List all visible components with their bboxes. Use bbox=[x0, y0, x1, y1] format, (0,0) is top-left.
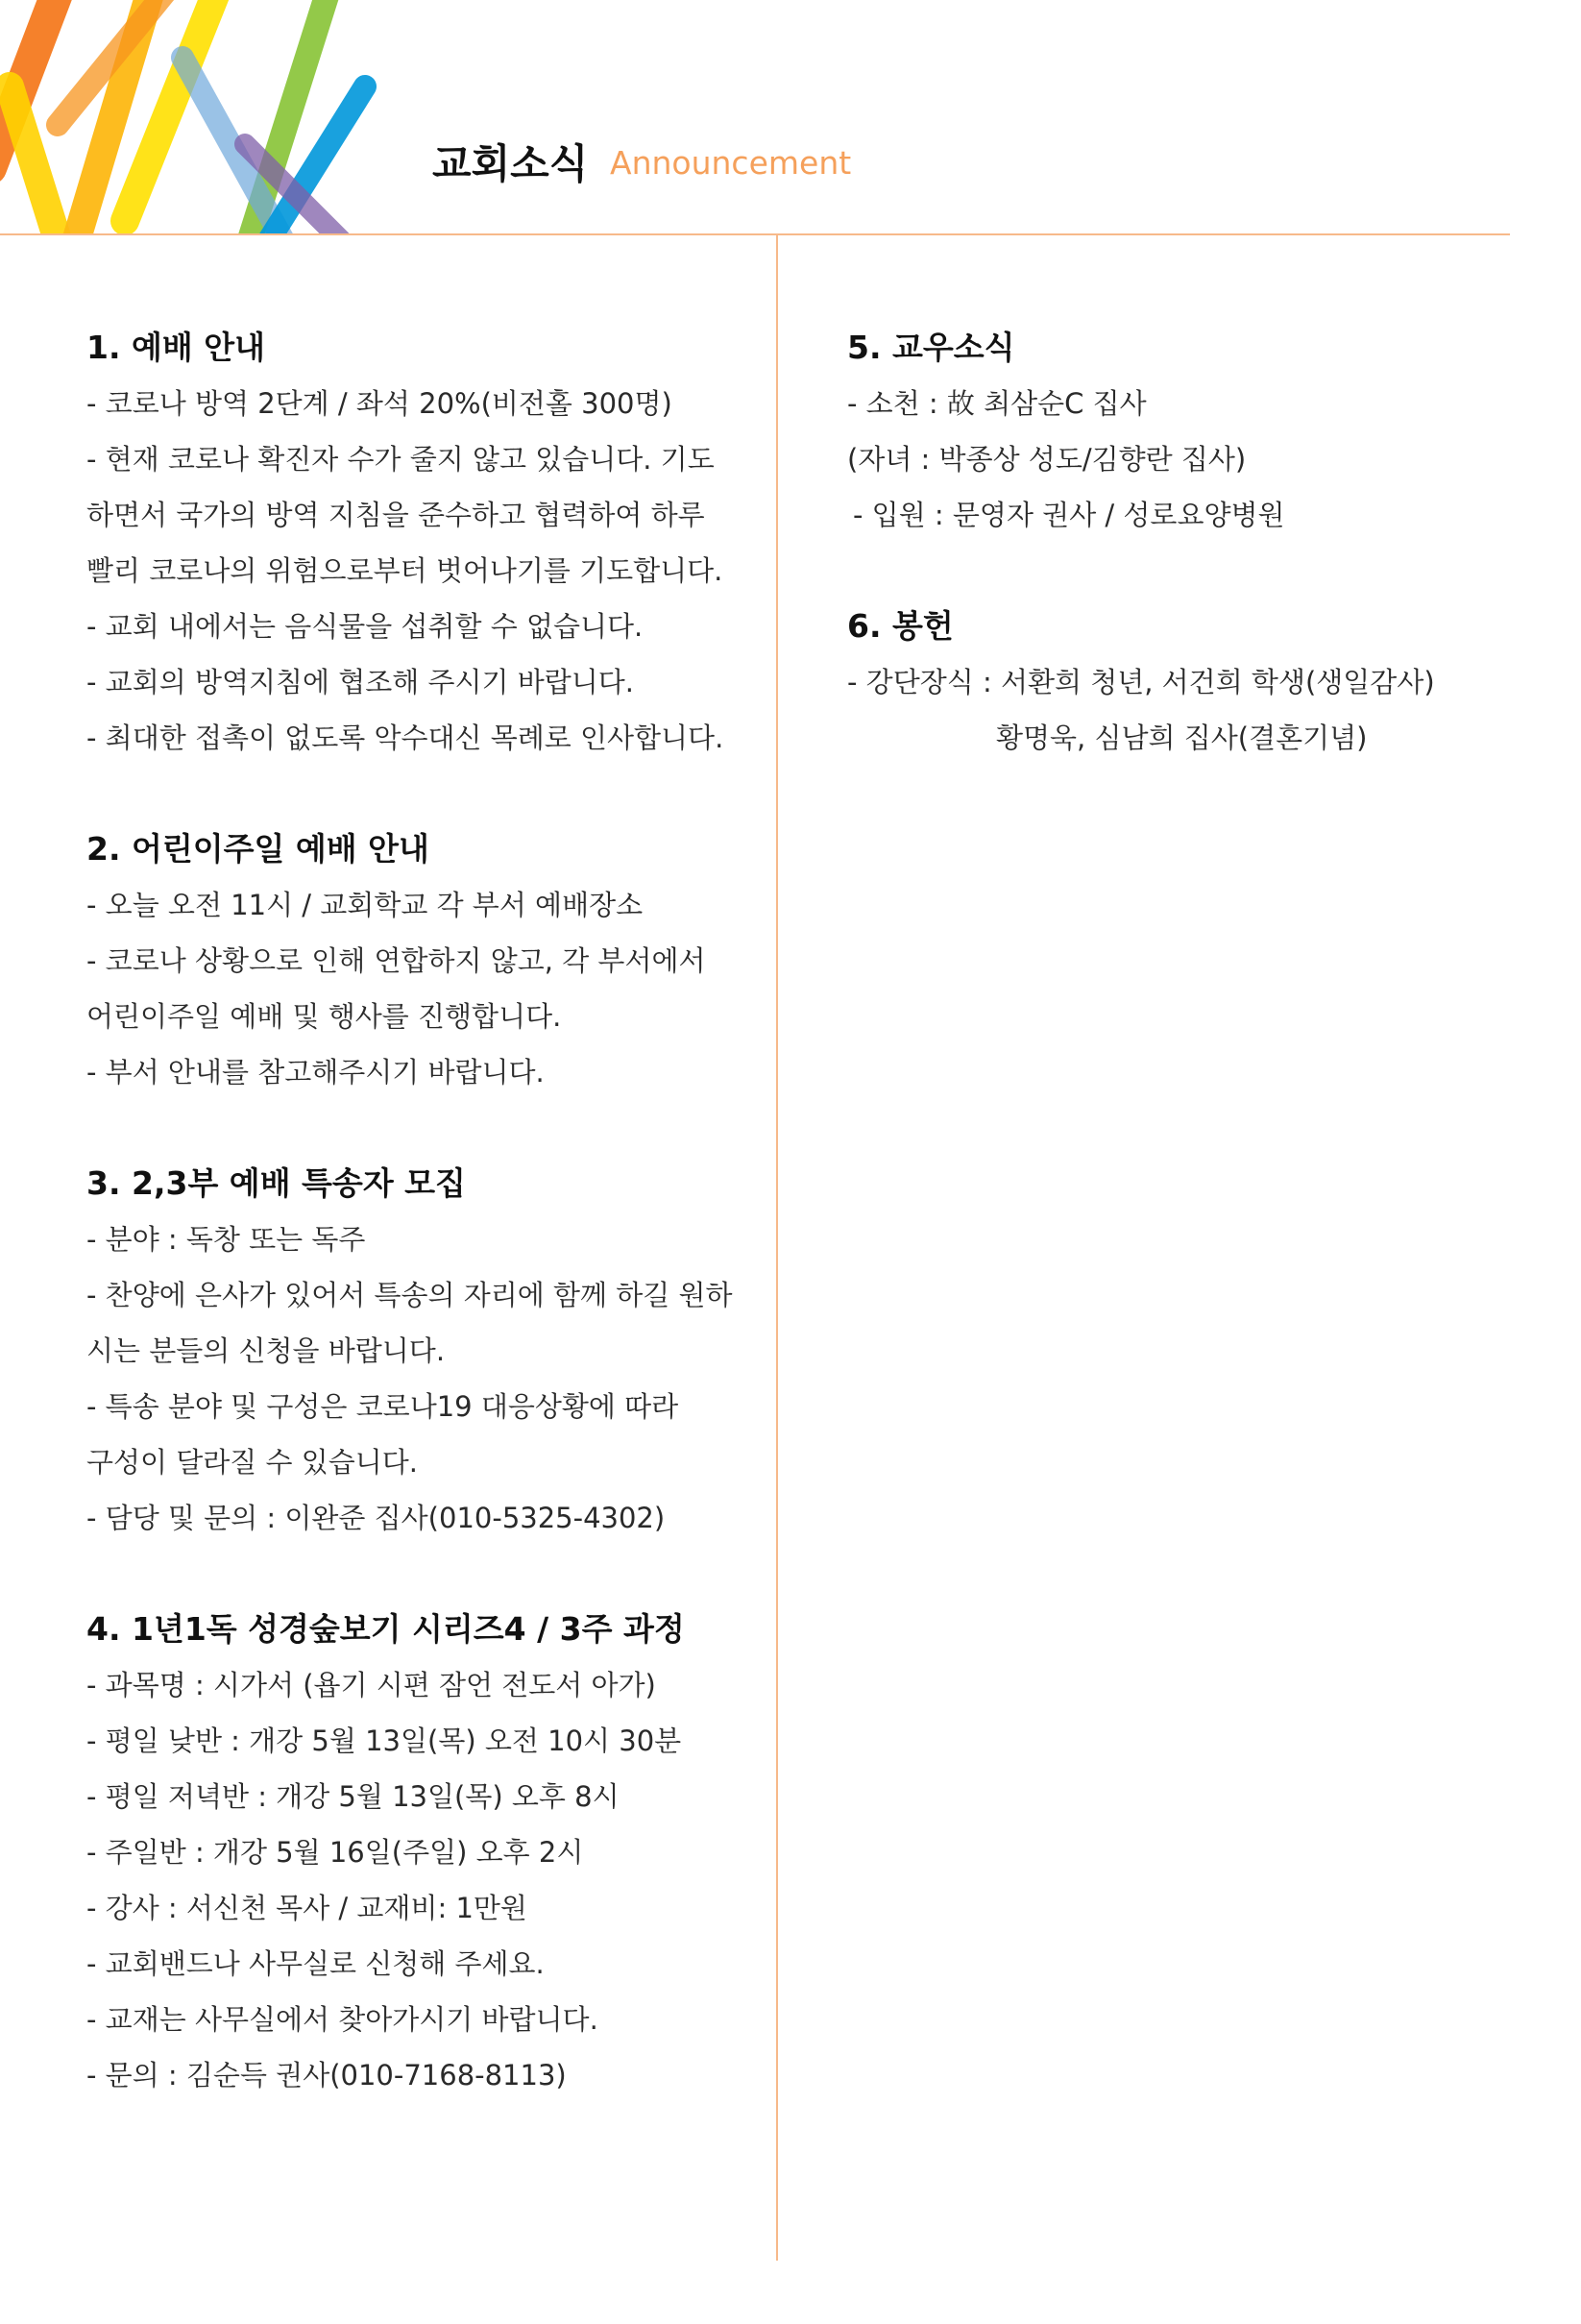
notice-line: - 교재는 사무실에서 찾아가시기 바랍니다. bbox=[86, 2003, 598, 2036]
page-subtitle: Announcement bbox=[610, 144, 852, 182]
column-divider bbox=[776, 233, 778, 2261]
section-special-music-recruitment bbox=[86, 1156, 733, 1546]
section-member-news bbox=[847, 320, 1500, 543]
notice-line: - 소천 : 故 최삼순C 집사 bbox=[847, 387, 1147, 420]
notice-line: - 오늘 오전 11시 / 교회학교 각 부서 예배장소 bbox=[86, 889, 644, 921]
notice-line: (자녀 : 박종상 성도/김향란 집사) bbox=[847, 443, 1247, 476]
header-decorative-stripes bbox=[0, 0, 384, 235]
notice-line: 빨리 코로나의 위험으로부터 벗어나기를 기도합니다. bbox=[86, 554, 723, 587]
section-title: 3. 2,3부 예배 특송자 모집 bbox=[86, 1164, 466, 1202]
notice-line: - 분야 : 독창 또는 독주 bbox=[86, 1223, 366, 1256]
notice-line: - 현재 코로나 확진자 수가 줄지 않고 있습니다. 기도 bbox=[86, 443, 715, 476]
notice-line: - 최대한 접촉이 없도록 악수대신 목례로 인사합니다. bbox=[86, 722, 724, 754]
section-title: 1. 예배 안내 bbox=[86, 329, 265, 366]
section-offering bbox=[847, 599, 1500, 766]
notice-line: - 부서 안내를 참고해주시기 바랍니다. bbox=[86, 1056, 545, 1089]
notice-line: - 평일 저녁반 : 개강 5월 13일(목) 오후 8시 bbox=[86, 1780, 620, 1813]
notice-line: - 교회 내에서는 음식물을 섭취할 수 없습니다. bbox=[86, 610, 644, 643]
section-title: 4. 1년1독 성경숲보기 시리즈4 / 3주 과정 bbox=[86, 1610, 685, 1648]
notice-line: - 찬양에 은사가 있어서 특송의 자리에 함께 하길 원하 bbox=[86, 1279, 733, 1311]
notice-line: - 입원 : 문영자 권사 / 성로요양병원 bbox=[853, 499, 1285, 531]
notice-line: - 특송 분야 및 구성은 코로나19 대응상황에 따라 bbox=[86, 1390, 679, 1423]
notice-line: - 강단장식 : 서환희 청년, 서건희 학생(생일감사) bbox=[847, 666, 1435, 698]
notice-line: - 코로나 방역 2단계 / 좌석 20%(비전홀 300명) bbox=[86, 387, 672, 420]
stripes-graphic bbox=[0, 0, 384, 235]
section-worship-notice bbox=[86, 320, 724, 766]
notice-line: - 담당 및 문의 : 이완준 집사(010-5325-4302) bbox=[86, 1502, 666, 1534]
notice-line: 시는 분들의 신청을 바랍니다. bbox=[86, 1334, 446, 1367]
notice-line: 구성이 달라질 수 있습니다. bbox=[86, 1446, 419, 1479]
section-childrens-day-worship bbox=[86, 821, 720, 1100]
header-divider bbox=[0, 233, 1510, 235]
notice-line: - 주일반 : 개강 5월 16일(주일) 오후 2시 bbox=[86, 1836, 584, 1869]
notice-line: - 과목명 : 시가서 (욥기 시편 잠언 전도서 아가) bbox=[86, 1669, 656, 1701]
notice-line: 어린이주일 예배 및 행사를 진행합니다. bbox=[86, 1000, 562, 1033]
notice-line: 황명욱, 심남희 집사(결혼기념) bbox=[996, 722, 1368, 754]
notice-line: - 교회밴드나 사무실로 신청해 주세요. bbox=[86, 1947, 545, 1980]
notice-line: - 교회의 방역지침에 협조해 주시기 바랍니다. bbox=[86, 666, 635, 698]
section-title: 5. 교우소식 bbox=[847, 329, 1015, 366]
notice-line: - 강사 : 서신천 목사 / 교재비: 1만원 bbox=[86, 1892, 527, 1924]
left-column bbox=[86, 320, 733, 2159]
notice-line: - 평일 낮반 : 개강 5월 13일(목) 오전 10시 30분 bbox=[86, 1725, 682, 1757]
notice-line: - 코로나 상황으로 인해 연합하지 않고, 각 부서에서 bbox=[86, 944, 706, 977]
notice-line: - 문의 : 김순득 권사(010-7168-8113) bbox=[86, 2059, 567, 2092]
right-column bbox=[847, 320, 1500, 821]
section-title: 2. 어린이주일 예배 안내 bbox=[86, 830, 429, 868]
section-bible-reading-course bbox=[86, 1602, 720, 2103]
notice-line: 하면서 국가의 방역 지침을 준수하고 협력하여 하루 bbox=[86, 499, 705, 531]
page-title: 교회소식 bbox=[432, 140, 589, 187]
section-title: 6. 봉헌 bbox=[847, 607, 954, 645]
